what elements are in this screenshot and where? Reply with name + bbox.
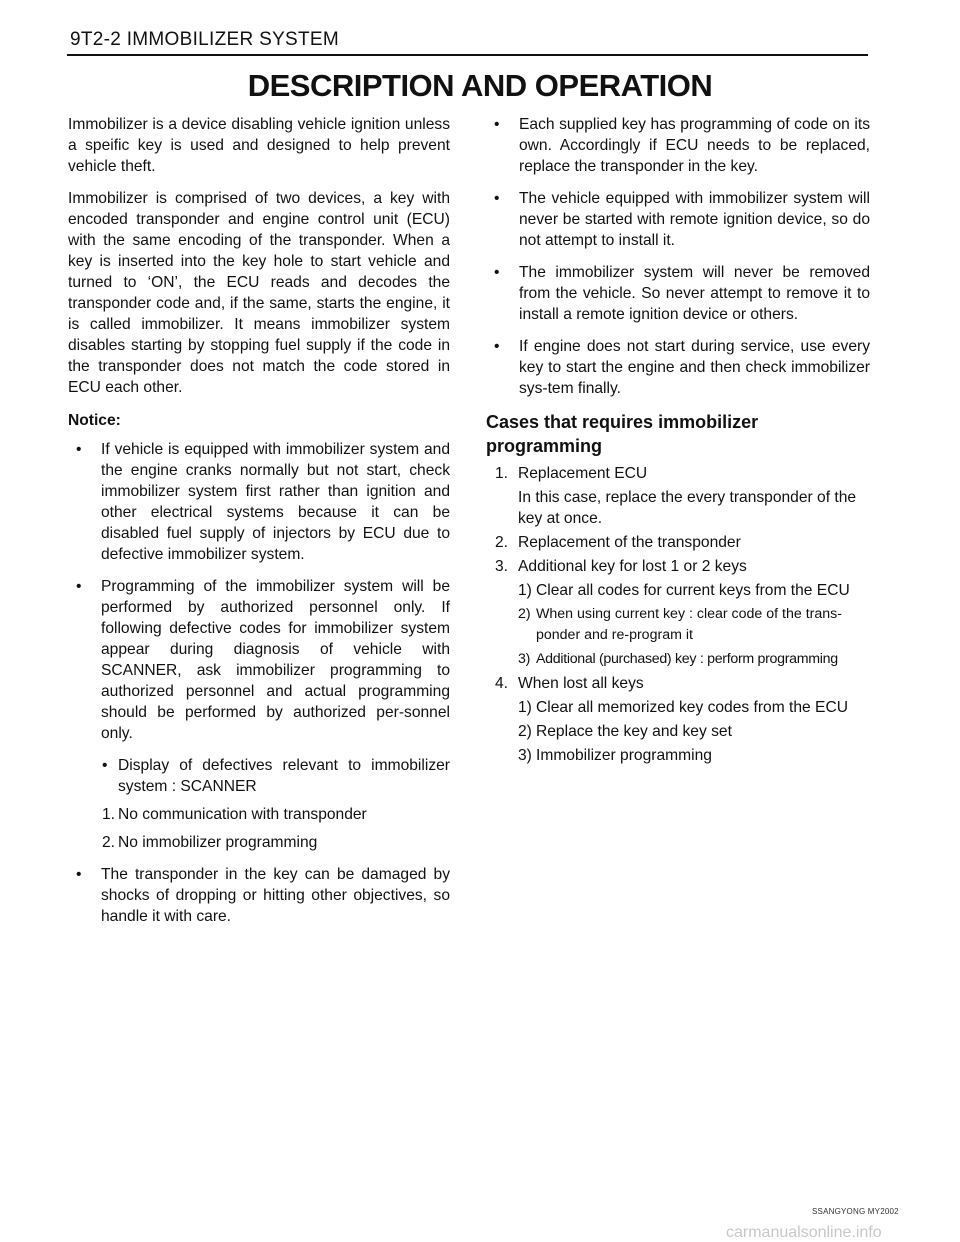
notice-bullet: • The immobilizer system will never be removed from the vehicle. So never attempt to remove it to install a remote ignition device or others. — [486, 262, 870, 325]
step-item — [486, 673, 870, 694]
step-item — [486, 532, 870, 553]
sub-step-number: 1) — [518, 582, 532, 599]
left-column — [68, 114, 450, 938]
sub-step-text: Clear all codes for current keys from the ECU — [536, 582, 850, 599]
step-text: Replacement of the transponder — [518, 534, 741, 551]
step-number: 4. — [495, 675, 509, 692]
watermark: carmanualsonline.info — [726, 1224, 882, 1241]
header-rule — [67, 54, 868, 56]
sub-step-text: Clear all memorized key codes from the ECU — [536, 699, 848, 716]
footer-label: SSANGYONG MY2002 — [812, 1207, 899, 1216]
right-column — [486, 114, 870, 769]
sub-step — [486, 580, 870, 601]
step-text: Additional key for lost 1 or 2 keys — [518, 558, 747, 575]
sub-step-text: Immobilizer programming — [536, 747, 712, 764]
list-number: 1. — [102, 806, 116, 823]
section-heading: Cases that requires immobilizer programming — [486, 412, 759, 456]
notice-bullet: • If engine does not start during service, use every key to start the engine and then check immobilizer sys-tem finally. — [486, 336, 870, 399]
sub-step-text: When using current key : clear code of the trans-ponder and re-program it — [536, 606, 842, 643]
notice-bullet: • The vehicle equipped with immobilizer system will never be started with remote ignition device, so do not attempt to install it. — [486, 188, 870, 251]
notice-bullet: • Programming of the immobilizer system will be performed by authorized personnel only. If following defective codes for immobilizer system appear during diagnosis of vehicle with SCANNER, ask immobilizer programming to authorized personnel and actual programming should be performed by authorized per-sonnel only. — [68, 576, 450, 744]
sub-step-number: 2) — [518, 606, 531, 622]
step-text: Replacement ECU — [518, 465, 648, 482]
sub-step — [486, 649, 870, 670]
sub-step-number: 1) — [518, 699, 532, 716]
sub-step-text: Additional (purchased) key : perform programming — [536, 651, 838, 667]
intro-paragraph: Immobilizer is a device disabling vehicle ignition unless a speific key is used and designed to help prevent vehicle theft. — [68, 116, 450, 175]
page-title: DESCRIPTION AND OPERATION — [247, 68, 713, 103]
description-paragraph: Immobilizer is comprised of two devices, a key with encoded transponder and engine control unit (ECU) with the same encoding of the transponder. When a key is inserted into the key hole to start vehicle and turned to ‘ON’, the ECU reads and decodes the transponder code and, if the same, starts the engine, it is called immobilizer. It means immobilizer system disables starting by stopping fuel supply if the code in the transponder does not match the code stored in ECU each other. — [68, 190, 450, 396]
step-number: 3. — [495, 558, 509, 575]
notice-label: Notice: — [68, 412, 121, 429]
list-number: 2. — [102, 834, 116, 851]
step-number: 2. — [495, 534, 509, 551]
sub-step-number: 2) — [518, 723, 532, 740]
notice-bullet: • If vehicle is equipped with immobilizer system and the engine cranks normally but not start, check immobilizer system first rather than ignition and other electrical systems because it can be disabled fuel supply of injectors by ECU due to defective immobilizer system. — [68, 439, 450, 565]
sub-step-number: 3) — [518, 651, 531, 667]
step-item — [486, 463, 870, 484]
sub-step — [486, 697, 870, 718]
sub-step — [486, 604, 870, 646]
sub-step — [486, 721, 870, 742]
notice-bullet: • Each supplied key has programming of code on its own. Accordingly if ECU needs to be replaced, replace the transponder in the key. — [486, 114, 870, 177]
defect-list-item — [68, 832, 450, 853]
sub-step — [486, 745, 870, 766]
sub-step-number: 3) — [518, 747, 532, 764]
notice-sub-bullet: • Display of defectives relevant to immobilizer system : SCANNER — [68, 755, 450, 797]
step-item — [486, 556, 870, 577]
page-header: 9T2-2 IMMOBILIZER SYSTEM — [70, 29, 340, 50]
step-number: 1. — [495, 465, 509, 482]
list-text: No communication with transponder — [118, 806, 367, 823]
sub-step-text: Replace the key and key set — [536, 723, 732, 740]
list-text: No immobilizer programming — [118, 834, 318, 851]
defect-list-item — [68, 804, 450, 825]
step-note: In this case, replace the every transponder of the key at once. — [518, 489, 857, 527]
step-text: When lost all keys — [518, 675, 644, 692]
notice-bullet: • The transponder in the key can be damaged by shocks of dropping or hitting other objectives, so handle it with care. — [68, 864, 450, 927]
